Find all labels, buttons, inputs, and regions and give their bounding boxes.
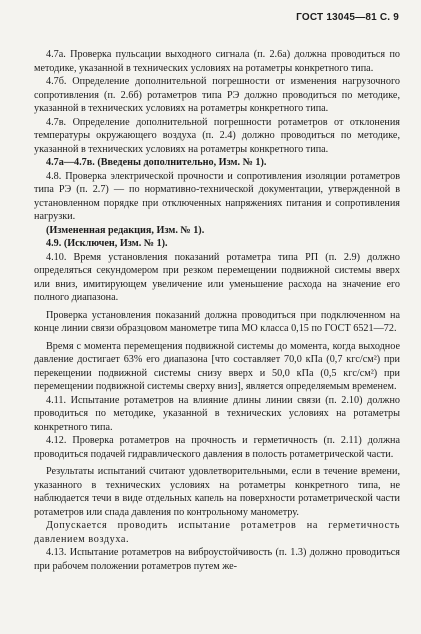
amendment-note-revised: (Измененная редакция, Изм. № 1).	[46, 224, 205, 236]
paragraph-4-10-check: Проверка установления показаний должна проводиться при подключенном на конце линии связи образцовом манометре типа МО класса 0,15 по ГОСТ 6521—72.	[34, 309, 400, 334]
paragraph-4-7b: 4.7б. Определение дополнительной погрешности от изменения нагрузочного сопротивления (п. 2.6б) ротаметров типа РЭ должно проводиться по методике, указанной в технических условиях на ротаметры конкретного типа.	[34, 76, 400, 114]
paragraph-4-10-time: Время с момента перемещения подвижной системы до момента, когда выходное давление достигает 63% его диапазона [что составляет 70,0 кПа (0,7 кгс/см²) при перекещении подвижной системы снизу вверх и 50,0 кПа (0,5 кгс/см²) при перемещении подвижной системы сверху вниз], является определяемым временем.	[34, 340, 400, 392]
amendment-note-introduced: 4.7а—4.7в. (Введены дополнительно, Изм. № 1).	[46, 157, 267, 168]
paragraph-4-11: 4.11. Испытание ротаметров на влияние длины линии связи (п. 2.10) должно проводиться по методике, указанной в технических условиях на ротаметры конкретного типа.	[34, 394, 400, 433]
paragraph-4-12-results: Результаты испытаний считают удовлетворительными, если в течение времени, указанного в технических условиях на ротаметры конкретного типа, не наблюдается течи в виде отдельных капель на поверхности ротаметрической части ротаметров или спада давления по контрольному манометру.	[34, 466, 400, 518]
paragraph-4-10: 4.10. Время установления показаний ротаметра типа РП (п. 2.9) должно определяться секундомером при резком перемещении подвижной системы вверх или вниз, имитирующем увеличение или уменьшение расхода на значение его полного диапазона.	[34, 251, 400, 303]
paragraph-4-7a: 4.7а. Проверка пульсации выходного сигнала (п. 2.6а) должна проводиться по методике, указанной в технических условиях на ротаметры конкретного типа.	[34, 49, 400, 74]
paragraph-4-12-air: Допускается проводить испытание ротаметров на герметичность давлением воздуха.	[34, 520, 400, 545]
page-header: ГОСТ 13045—81 С. 9	[296, 12, 399, 23]
paragraph-4-12: 4.12. Проверка ротаметров на прочность и герметичность (п. 2.11) должна проводиться подачей гидравлического давления в полость ротаметрической части.	[34, 435, 400, 460]
paragraph-4-13: 4.13. Испытание ротаметров на виброустойчивость (п. 1.3) должно проводиться при рабочем положении ротаметров путем же-	[34, 547, 400, 572]
document-body	[34, 48, 400, 573]
paragraph-4-7v: 4.7в. Определение дополнительной погрешности ротаметров от отклонения температуры окружающего воздуха (п. 2.4) должно проводиться по методике, указанной в технических условиях на ротаметры конкретного типа.	[34, 116, 400, 155]
paragraph-4-9-excluded: 4.9. (Исключен, Изм. № 1).	[46, 238, 168, 249]
paragraph-4-8: 4.8. Проверка электрической прочности и сопротивления изоляции ротаметров типа РЭ (п. 2.7) — по нормативно-технической документации, утвержденной в установленном порядке при отключенных напряжениях питания и сопротивления нагрузки.	[34, 170, 400, 222]
